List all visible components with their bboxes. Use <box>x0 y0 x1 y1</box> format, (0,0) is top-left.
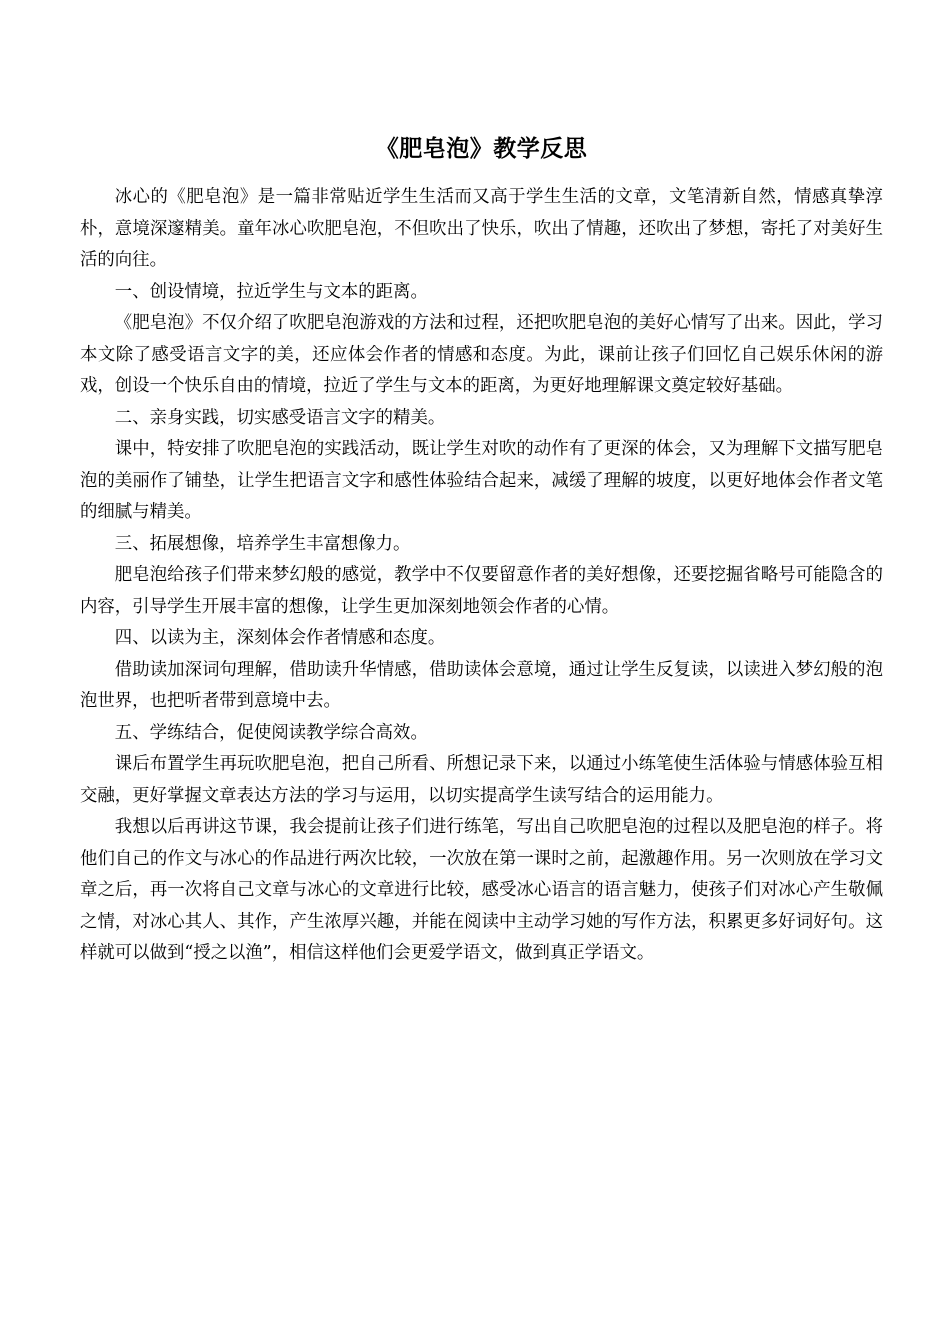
document-page <box>80 128 883 970</box>
section-heading-1: 一、创设情境，拉近学生与文本的距离。 <box>114 281 428 302</box>
paragraph-section-3: 肥皂泡给孩子们带来梦幻般的感觉，教学中不仅要留意作者的美好想像，还要挖掘省略号可能隐含的内容，引导学生开展丰富的想像，让学生更加深刻地领会作者的心情。 <box>80 565 883 617</box>
paragraph-section-5: 课后布置学生再玩吹肥皂泡，把自己所看、所想记录下来，以通过小练笔使生活体验与情感体验互相交融，更好掌握文章表达方法的学习与运用，以切实提高学生读写结合的运用能力。 <box>80 754 883 806</box>
paragraph-conclusion: 我想以后再讲这节课，我会提前让孩子们进行练笔，写出自己吹肥皂泡的过程以及肥皂泡的样子。将他们自己的作文与冰心的作品进行两次比较，一次放在第一课时之前，起激趣作用。另一次则放在学习文章之后，再一次将自己文章与冰心的文章进行比较，感受冰心语言的语言魅力，使孩子们对冰心产生敬佩之情，对冰心其人、其作，产生浓厚兴趣，并能在阅读中主动学习她的写作方法，积累更多好词好句。这样就可以做到“授之以渔”，相信这样他们会更爱学语文，做到真正学语文。 <box>80 817 883 963</box>
section-heading-2: 二、亲身实践，切实感受语言文字的精美。 <box>114 407 446 428</box>
paragraph-section-4: 借助读加深词句理解，借助读升华情感，借助读体会意境，通过让学生反复读，以读进入梦幻般的泡泡世界，也把听者带到意境中去。 <box>80 659 883 711</box>
section-heading-3: 三、拓展想像，培养学生丰富想像力。 <box>114 533 411 554</box>
paragraph-section-1: 《肥皂泡》不仅介绍了吹肥皂泡游戏的方法和过程，还把吹肥皂泡的美好心情写了出来。因此，学习本文除了感受语言文字的美，还应体会作者的情感和态度。为此，课前让孩子们回忆自己娱乐休闲的游戏，创设一个快乐自由的情境，拉近了学生与文本的距离，为更好地理解课文奠定较好基础。 <box>80 313 883 396</box>
paragraph-section-2: 课中，特安排了吹肥皂泡的实践活动，既让学生对吹的动作有了更深的体会，又为理解下文描写肥皂泡的美丽作了铺垫，让学生把语言文字和感性体验结合起来，减缓了理解的坡度，以更好地体会作者文笔的细腻与精美。 <box>80 439 883 522</box>
section-heading-5: 五、学练结合，促使阅读教学综合高效。 <box>114 722 428 743</box>
paragraph-intro: 冰心的《肥皂泡》是一篇非常贴近学生生活而又高于学生生活的文章，文笔清新自然，情感真挚淳朴，意境深邃精美。童年冰心吹肥皂泡，不但吹出了快乐，吹出了情趣，还吹出了梦想，寄托了对美好生活的向往。 <box>80 187 883 270</box>
document-title: 《肥皂泡》教学反思 <box>375 135 588 162</box>
section-heading-4: 四、以读为主，深刻体会作者情感和态度。 <box>114 628 446 648</box>
